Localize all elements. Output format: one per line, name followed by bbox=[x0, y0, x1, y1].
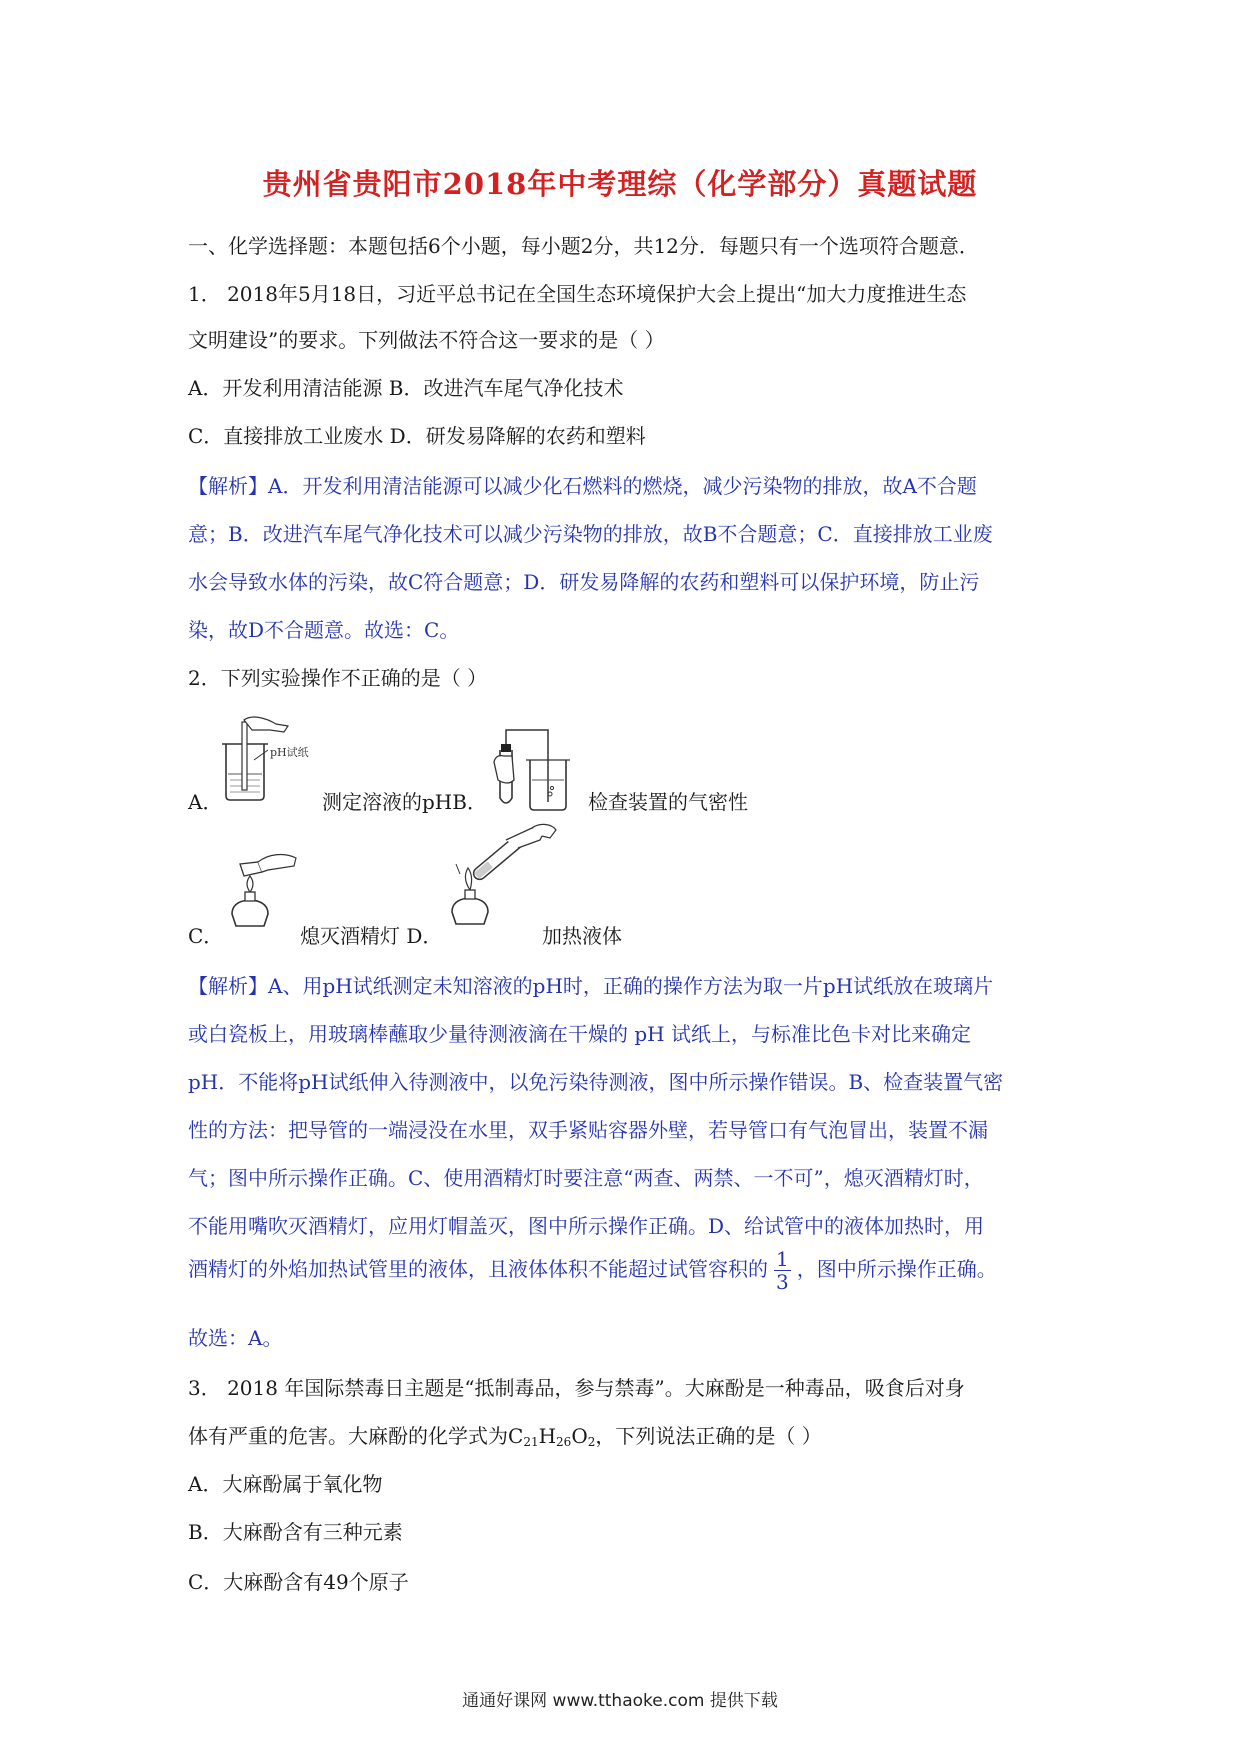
q1-analysis-line: 水会导致水体的污染，故C符合题意；D．研发易降解的农药和塑料可以保护环境，防止污 bbox=[188, 570, 980, 594]
q3-stem-after-formula: ，下列说法正确的是（ ） bbox=[595, 1424, 822, 1448]
formula-sub-h: 26 bbox=[556, 1435, 572, 1449]
q2-analysis-fraction-line bbox=[188, 1248, 997, 1293]
q3-stem-line2 bbox=[188, 1420, 822, 1449]
fraction-denominator: 3 bbox=[776, 1270, 789, 1294]
q2-analysis-fraction-before: 酒精灯的外焰加热试管里的液体，且液体体积不能超过试管容积的 bbox=[188, 1257, 768, 1281]
q2-analysis-fraction-after: ，图中所示操作正确。 bbox=[796, 1257, 997, 1281]
q3-stem-line1: 3． 2018 年国际禁毒日主题是“抵制毒品，参与禁毒”。大麻酚是一种毒品，吸食后对身 bbox=[188, 1376, 965, 1400]
q3-option-a: A．大麻酚属于氧化物 bbox=[188, 1472, 383, 1496]
q2-option-d-text: 加热液体 bbox=[542, 924, 622, 948]
section-header: 一、化学选择题：本题包括6个小题，每小题2分，共12分．每题只有一个选项符合题意． bbox=[188, 234, 979, 258]
page-title: 贵州省贵阳市2018年中考理综（化学部分）真题试题 bbox=[262, 167, 978, 201]
page-footer: 通通好课网 www.tthaoke.com 提供下载 bbox=[462, 1691, 778, 1711]
q2-option-a-text: 测定溶液的pHB． bbox=[322, 790, 487, 814]
q2-analysis-line: 不能用嘴吹灭酒精灯，应用灯帽盖灭，图中所示操作正确。D、给试管中的液体加热时，用 bbox=[188, 1214, 985, 1238]
q2-option-b-text: 检查装置的气密性 bbox=[588, 790, 748, 814]
q2-stem: 2．下列实验操作不正确的是（ ） bbox=[188, 666, 488, 690]
q3-option-b: B．大麻酚含有三种元素 bbox=[188, 1520, 403, 1544]
formula-sub-o: 2 bbox=[587, 1435, 596, 1449]
q2-option-c-label: C． bbox=[188, 924, 224, 948]
heating-liquid-figure bbox=[448, 818, 558, 928]
q1-analysis-line: 染，故D不合题意。故选：C。 bbox=[188, 618, 460, 642]
svg-text:pH试纸: pH试纸 bbox=[270, 746, 309, 759]
q2-analysis-line: 【解析】A、用pH试纸测定未知溶液的pH时，正确的操作方法为取一片pH试纸放在玻璃片 bbox=[188, 974, 994, 998]
fraction-one-third bbox=[774, 1248, 791, 1293]
q1-options-cd: C．直接排放工业废水 D．研发易降解的农药和塑料 bbox=[188, 424, 646, 448]
q1-stem-line2: 文明建设”的要求。下列做法不符合这一要求的是（ ） bbox=[188, 328, 665, 352]
formula-sub-c: 21 bbox=[523, 1435, 539, 1449]
fraction-numerator: 1 bbox=[776, 1247, 789, 1271]
q2-answer: 故选：A。 bbox=[188, 1326, 283, 1350]
q2-analysis-line: 或白瓷板上，用玻璃棒蘸取少量待测液滴在干燥的 pH 试纸上，与标准比色卡对比来确定 bbox=[188, 1022, 971, 1046]
q2-analysis-line: 气；图中所示操作正确。C、使用酒精灯时要注意“两查、两禁、一不可”，熄灭酒精灯时， bbox=[188, 1166, 984, 1190]
q2-option-c-text: 熄灭酒精灯 D． bbox=[300, 924, 443, 948]
formula-h: H bbox=[538, 1424, 557, 1448]
q2-analysis-line: pH．不能将pH试纸伸入待测液中，以免污染待测液，图中所示操作错误。B、检查装置气密 bbox=[188, 1070, 1004, 1094]
q3-option-c: C．大麻酚含有49个原子 bbox=[188, 1570, 409, 1594]
alcohol-lamp-cap-figure bbox=[222, 848, 302, 928]
q1-stem-line1: 1． 2018年5月18日，习近平总书记在全国生态环境保护大会上提出“加大力度推进生态 bbox=[188, 282, 967, 306]
ph-test-figure bbox=[218, 716, 318, 806]
q1-options-ab: A．开发利用清洁能源 B．改进汽车尾气净化技术 bbox=[188, 376, 624, 400]
airtightness-figure bbox=[482, 724, 582, 814]
q2-option-a-label: A． bbox=[188, 790, 223, 814]
q1-analysis-line: 意；B．改进汽车尾气净化技术可以减少污染物的排放，故B不合题意；C．直接排放工业废 bbox=[188, 522, 993, 546]
q3-stem-before-formula: 体有严重的危害。大麻酚的化学式为C bbox=[188, 1424, 524, 1448]
formula-o: O bbox=[571, 1424, 588, 1448]
q1-analysis-line: 【解析】A．开发利用清洁能源可以减少化石燃料的燃烧，减少污染物的排放，故A不合题 bbox=[188, 474, 977, 498]
q2-analysis-line: 性的方法：把导管的一端浸没在水里，双手紧贴容器外壁，若导管口有气泡冒出，装置不漏 bbox=[188, 1118, 988, 1142]
